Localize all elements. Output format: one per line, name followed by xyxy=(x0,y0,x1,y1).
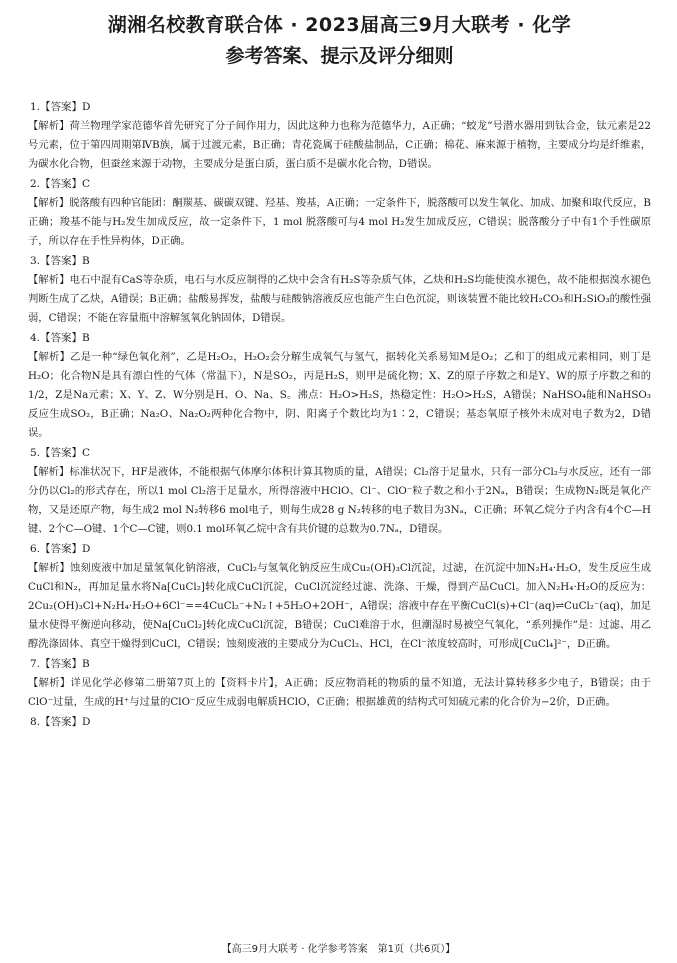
answer-line: 7.【答案】B xyxy=(30,658,90,670)
answer-line: 8.【答案】D xyxy=(30,716,91,728)
document-subtitle: 参考答案、提示及评分细则 xyxy=(225,45,454,67)
question-block-5 xyxy=(28,445,651,539)
explanation-text: 【解析】标准状况下，HF是液体，不能根据气体摩尔体积计算其物质的量，A错误；Cl₂溶于足量水，只有一部分Cl₂与水反应，还有一部分仍以Cl₂的形式存在，所以1 mol Cl₂溶于足量水，所得溶液中HClO、Cl⁻、ClO⁻粒子数之和小于2Nₐ，B错误；生成物N₂既是氧化产物，又是还原产物，每生成2 mol N₂转移6 mol电子，则每生成28 g N₂转移的电子数目为3Nₐ，C正确；环氧乙烷分子内含有4个C—H键、2个C—O键、1个C—C键，则0.1 mol环氧乙烷中含有共价键的总数为0.7Nₐ，D错误。 xyxy=(28,466,651,535)
explanation-text: 【解析】电石中混有CaS等杂质，电石与水反应制得的乙炔中会含有H₂S等杂质气体，乙炔和H₂S均能使溴水褪色，故不能根据溴水褪色判断生成了乙炔，A错误；B正确；盐酸易挥发，盐酸与硅酸钠溶液反应也能产生白色沉淀，则该装置不能比较H₂CO₃和H₂SiO₃的酸性强弱，C错误；不能在容量瓶中溶解氢氧化钠固体，D错误。 xyxy=(28,274,651,324)
explanation-text: 【解析】详见化学必修第二册第7页上的【资料卡片】，A正确；反应物消耗的物质的量不知道，无法计算转移多少电子，B错误；由于ClO⁻过量，生成的H⁺与过量的ClO⁻反应生成弱电解质HClO，C正确；根据雄黄的结构式可知硫元素的化合价为−2价，D正确。 xyxy=(28,677,651,708)
explanation-text: 【解析】荷兰物理学家范德华首先研究了分子间作用力，因此这种力也称为范德华力，A正确；“蛟龙”号潜水器用到钛合金，钛元素是22号元素，位于第四周期第ⅣB族，属于过渡元素，B正确；青花瓷属于硅酸盐制品，C正确；棉花、麻来源于植物，主要成分均是纤维素，为碳水化合物，但蚕丝来源于动物，主要成分是蛋白质，蛋白质不是碳水化合物，D错误。 xyxy=(28,120,651,170)
document-title: 湖湘名校教育联合体 · 2023届高三9月大联考 · 化学 xyxy=(107,14,572,36)
answer-line: 4.【答案】B xyxy=(30,332,90,344)
answer-line: 1.【答案】D xyxy=(30,101,91,113)
question-block-7 xyxy=(28,656,651,712)
answer-list xyxy=(28,99,651,731)
answer-line: 5.【答案】C xyxy=(30,447,91,459)
explanation-text: 【解析】乙是一种“绿色氧化剂”，乙是H₂O₂，H₂O₂会分解生成氧气与氢气，据转化关系易知M是O₂；乙和丁的组成元素相同，则丁是H₂O；化合物N是具有漂白性的气体（常温下），N是SO₂，丙是H₂S，则甲是硫化物；X、Z的原子序数之和是Y、W的原子序数之和的1/2，Z是Na元素；X、Y、Z、W分别是H、O、Na、S。沸点：H₂O>H₂S，热稳定性：H₂O>H₂S，A错误；NaHSO₄能和NaHSO₃反应生成SO₂，B正确；Na₂O、Na₂O₂两种化合物中，阴、阳离子个数比均为1∶2，C错误；基态氧原子核外未成对电子数为2，D错误。 xyxy=(28,351,651,439)
question-block-8 xyxy=(28,714,651,731)
answer-line: 2.【答案】C xyxy=(30,178,91,190)
question-block-6 xyxy=(28,541,651,654)
question-block-4 xyxy=(28,330,651,443)
answer-line: 3.【答案】B xyxy=(30,255,90,267)
question-block-3 xyxy=(28,253,651,328)
explanation-text: 【解析】脱落酸有四种官能团：酮羰基、碳碳双键、羟基、羧基，A正确；一定条件下，脱落酸可以发生氧化、加成、加聚和取代反应，B正确；羧基不能与H₂发生加成反应，故一定条件下，1 mol 脱落酸可与4 mol H₂发生加成反应，C错误；脱落酸分子中有1个手性碳原子，所以存在手性异构体，D正确。 xyxy=(28,197,651,247)
answer-line: 6.【答案】D xyxy=(30,543,91,555)
question-block-2 xyxy=(28,176,651,251)
explanation-text: 【解析】蚀刻废液中加足量氢氧化钠溶液，CuCl₂与氢氧化钠反应生成Cu₂(OH)₃Cl沉淀，过滤，在沉淀中加N₂H₄·H₂O，发生反应生成CuCl和N₂，再加足量水将Na[CuCl₂]转化成CuCl沉淀，CuCl沉淀经过滤、洗涤、干燥，得到产品CuCl。加入N₂H₄·H₂O的反应为：2Cu₂(OH)₃Cl+N₂H₄·H₂O+6Cl⁻==4CuCl₂⁻+N₂↑+5H₂O+2OH⁻，A错误；溶液中存在平衡CuCl(s)+Cl⁻(aq)⇌CuCl₂⁻(aq)，加足量水使得平衡逆向移动，使Na[CuCl₂]转化成CuCl沉淀，B错误；CuCl难溶于水，但潮湿时易被空气氧化，“系列操作”是：过滤、用乙醇洗涤固体、真空干燥得到CuCl，C错误；蚀刻废液的主要成分为CuCl₂、HCl，在Cl⁻浓度较高时，可形成[CuCl₄]²⁻，D正确。 xyxy=(28,562,651,650)
page-footer: 【高三9月大联考 · 化学参考答案 第1页（共6页）】 xyxy=(221,944,456,955)
question-block-1 xyxy=(28,99,651,174)
